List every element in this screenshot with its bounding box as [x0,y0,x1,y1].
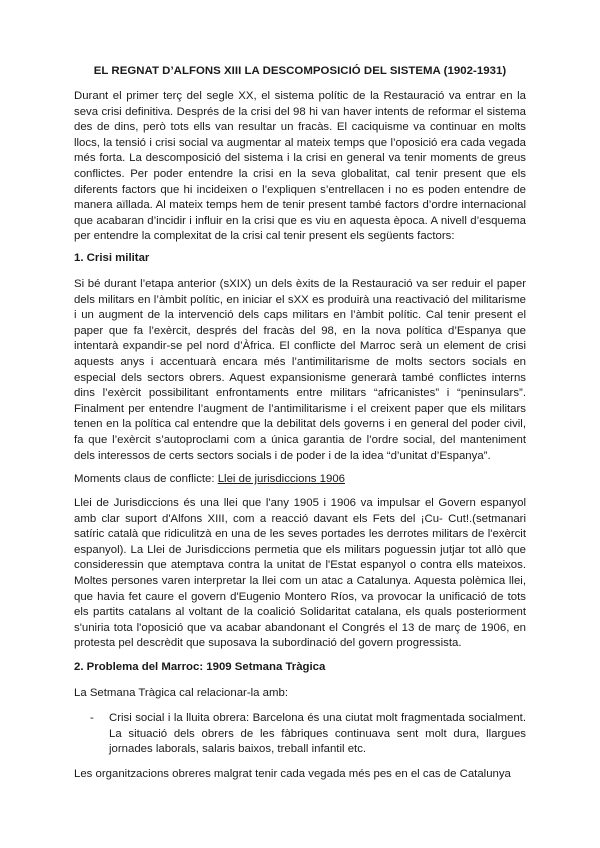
section-2-heading: 2. Problema del Marroc: 1909 Setmana Tràgica [74,661,326,673]
section-2-intro: La Setmana Tràgica cal relacionar-la amb: [74,687,288,699]
closing-paragraph: Les organitzacions obreres malgrat tenir cada vegada més pes en el cas de Catalunya [74,768,511,780]
bullet-item: Crisi social i la lluita obrera: Barcelona és una ciutat molt fragmentada socialment. La situació dels obrers de les fàbriques continuava sent molt dura, llargues jornades laborals, salaris baixos, treball infantil etc. [109,712,526,756]
llei-paragraph: Llei de Jurisdiccions és una llei que l'any 1905 i 1906 va impulsar el Govern espanyol amb clar suport d'Alfons XIII, com a reacció davant els Fets del ¡Cu- Cut!.(setmanari satíric català que ridiculitzà en una de les seves portades les derrotes militars de l'exèrcit espanyol). La Llei de Jurisdiccions permetia que els militars poguessin jutjar tot allò que consideressin que atemptava contra la unitat de l'Estat espanyol o contra ells mateixos. Moltes persones varen interpretar la llei com un atac a Catalunya. Aquesta polèmica llei, que havia fet caure el govern d'Eugenio Montero Ríos, va provocar la unificació de tots els partits catalans al voltant de la coalició Solidaritat catalana, els quals posteriorment s'uniria tota l'oposició que va acabar abandonant el Congrés el 13 de març de 1906, en protesta pel descrèdit que suposava la subordinació del govern progressista. [74,497,526,650]
llei-jurisdiccions-link[interactable]: Llei de jurisdiccions 1906 [217,473,345,485]
moments-label: Moments claus de conflicte: [74,473,218,485]
intro-paragraph: Durant el primer terç del segle XX, el sistema polític de la Restauració va entrar en la seva crisi definitiva. Després de la crisi del 98 hi van haver intents de reformar el sistema des de dins, però tots ells van resultar un fracàs. El caciquisme va continuar en molts llocs, la tensió i crisi social va augmentar al mateix temps que l’oposició era cada vegada més forta. La descomposició del sistema i la crisi en general va tenir moments de greus conflictes. Per poder entendre la crisi en la seva globalitat, cal tenir present que els diferents factors que hi incideixen o l’expliquen s’entrellacen i no es poden entendre de manera aïllada. Al mateix temps hem de tenir present també factors d’ordre internacional que acabaran d’incidir i influir en la crisi que es viu en aquesta època. A nivell d’esquema per entendre la complexitat de la crisi cal tenir present els següents factors: [74,90,526,243]
moments-line [74,472,345,488]
bullet-marker: - [90,712,94,724]
document-title: EL REGNAT D’ALFONS XIII LA DESCOMPOSICIÓ DEL SISTEMA (1902-1931) [93,65,507,77]
section-1-heading: 1. Crisi militar [74,252,150,264]
section-1-body: Si bé durant l’etapa anterior (sXIX) un dels èxits de la Restauració va ser reduir el paper dels militars en l’àmbit polític, en iniciar el sXX es produirà una reactivació del militarisme i un augment de la intervenció dels caps militars en l’àmbit polític. Cal tenir present el paper que fa l’exèrcit, després del fracàs del 98, en la nova política d’Espanya que intentarà expandir-se pel nord d’Àfrica. El conflicte del Marroc serà un element de crisi aquests anys i accentuarà encara més l’antimilitarisme de molts sectors socials en especial dels sectors obrers. Aquest expansionisme generarà també conflictes interns dins l’exèrcit possibilitant enfrontaments entre militars “africanistes” i “peninsulars”. Finalment per entendre l’augment de l’antimilitarisme i el creixent paper que els militars tenen en la política cal entendre que la debilitat dels governs i en general del poder civil, fa que l’exèrcit s’autoproclami com a única garantia de l’ordre social, del manteniment dels interessos de certs sectors socials i de poder i de la idea “d’unitat d’Espanya”. [74,278,526,462]
